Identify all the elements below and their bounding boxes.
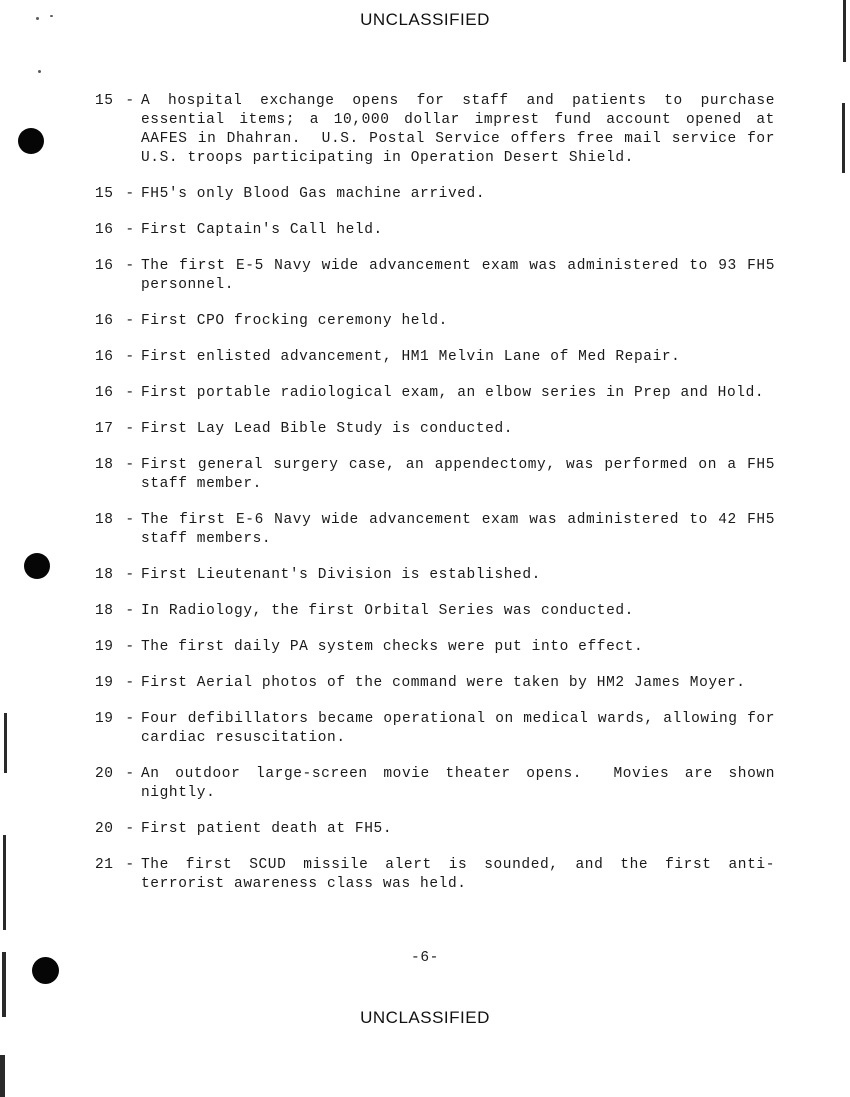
classification-banner-top: UNCLASSIFIED [360, 10, 490, 29]
entry-dash: - [125, 766, 135, 782]
page-edge-artifact [4, 713, 7, 773]
entry-text: FH5's only Blood Gas machine arrived. [141, 186, 486, 202]
entry-day: 18 [95, 512, 114, 528]
list-item [95, 420, 775, 439]
entry-day: 18 [95, 567, 114, 583]
entry-day: 21 [95, 857, 114, 873]
entry-text: First CPO frocking ceremony held. [141, 313, 448, 329]
entry-day: 17 [95, 421, 114, 437]
page-number: -6- [411, 950, 439, 966]
entry-dash: - [125, 222, 135, 238]
entry-day: 19 [95, 639, 114, 655]
entry-dash: - [125, 385, 135, 401]
list-item [95, 348, 775, 367]
list-item [95, 456, 785, 494]
page-edge-artifact [842, 103, 845, 173]
entry-dash: - [125, 349, 135, 365]
scan-speck-icon [38, 70, 41, 73]
entry-dash: - [125, 258, 135, 274]
list-item [95, 602, 775, 621]
entry-text: The first daily PA system checks were put into effect. [141, 639, 644, 655]
list-item [95, 820, 775, 839]
hole-punch-mark-icon [18, 128, 44, 154]
list-item [95, 765, 785, 803]
entry-dash: - [125, 186, 135, 202]
entry-text: First Captain's Call held. [141, 222, 383, 238]
entry-day: 15 [95, 93, 114, 109]
list-item [95, 92, 785, 168]
entry-day: 16 [95, 313, 114, 329]
list-item [95, 566, 775, 585]
entry-text: First Lieutenant's Division is established. [141, 567, 541, 583]
entry-text: First Lay Lead Bible Study is conducted. [141, 421, 514, 437]
entry-dash: - [125, 567, 135, 583]
entry-day: 16 [95, 222, 114, 238]
entry-text: First Aerial photos of the command were taken by HM2 James Moyer. [141, 675, 746, 691]
classification-banner-bottom: UNCLASSIFIED [360, 1008, 490, 1027]
entry-day: 18 [95, 457, 114, 473]
entry-dash: - [125, 639, 135, 655]
entry-dash: - [125, 421, 135, 437]
entry-day: 16 [95, 385, 114, 401]
page-edge-artifact [0, 1055, 5, 1097]
entry-text: First general surgery case, an appendectomy, was performed on a FH5 staff member. [141, 457, 785, 492]
list-item [95, 674, 775, 693]
entry-day: 20 [95, 766, 114, 782]
list-item [95, 384, 775, 403]
entry-day: 20 [95, 821, 114, 837]
entry-text: First portable radiological exam, an elbow series in Prep and Hold. [141, 385, 765, 401]
entry-day: 19 [95, 711, 114, 727]
list-item [95, 511, 785, 549]
entry-dash: - [125, 512, 135, 528]
list-item [95, 638, 775, 657]
entry-dash: - [125, 457, 135, 473]
entry-text: The first E-5 Navy wide advancement exam was administered to 93 FH5 personnel. [141, 258, 785, 293]
entry-dash: - [125, 603, 135, 619]
entry-text: An outdoor large-screen movie theater opens. Movies are shown nightly. [141, 766, 785, 801]
scan-speck-icon [50, 15, 53, 17]
entry-dash: - [125, 93, 135, 109]
page-edge-artifact [3, 835, 6, 930]
entry-day: 16 [95, 258, 114, 274]
entry-dash: - [125, 821, 135, 837]
entry-dash: - [125, 711, 135, 727]
entry-text: In Radiology, the first Orbital Series was conducted. [141, 603, 634, 619]
list-item [95, 221, 775, 240]
entry-text: The first SCUD missile alert is sounded, and the first anti-terrorist awareness class was held. [141, 857, 775, 892]
entry-text: Four defibillators became operational on medical wards, allowing for cardiac resuscitation. [141, 711, 785, 746]
list-item [95, 710, 785, 748]
entry-day: 16 [95, 349, 114, 365]
entry-dash: - [125, 857, 135, 873]
list-item [95, 312, 775, 331]
entry-dash: - [125, 675, 135, 691]
list-item [95, 185, 775, 204]
chronology-entry-list [95, 92, 785, 911]
entry-text: A hospital exchange opens for staff and patients to purchase essential items; a 10,000 dollar imprest fund account opened at AAFES in Dhahran. U.S. Postal Service offers free mail service for U.S. troops participating in Operation Desert Shield. [141, 93, 785, 166]
entry-day: 15 [95, 186, 114, 202]
hole-punch-mark-icon [24, 553, 50, 579]
list-item [95, 257, 785, 295]
list-item [95, 856, 775, 894]
entry-day: 19 [95, 675, 114, 691]
entry-day: 18 [95, 603, 114, 619]
entry-dash: - [125, 313, 135, 329]
entry-text: The first E-6 Navy wide advancement exam was administered to 42 FH5 staff members. [141, 512, 785, 547]
scan-speck-icon [36, 17, 39, 20]
entry-text: First patient death at FH5. [141, 821, 393, 837]
entry-text: First enlisted advancement, HM1 Melvin Lane of Med Repair. [141, 349, 681, 365]
page-edge-artifact [843, 0, 846, 62]
